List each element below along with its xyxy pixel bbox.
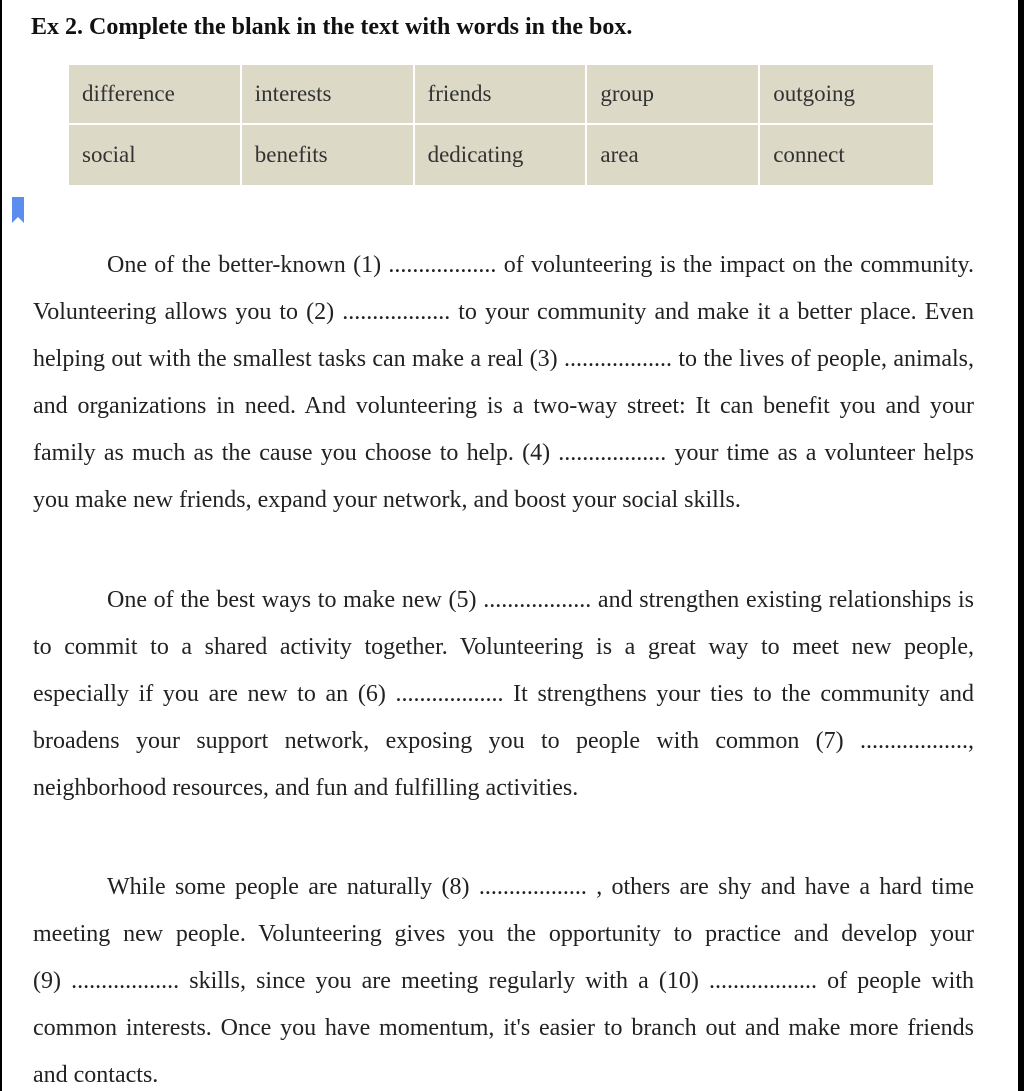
- text: , others are shy and have a hard time meeting new people. Volunteering gives you the opportunity to practice and develop your: [33, 874, 975, 947]
- word-box-cell: group: [587, 65, 760, 125]
- word-box-cell: outgoing: [760, 65, 933, 125]
- exercise-title: Ex 2. Complete the blank in the text with words in the box.: [31, 14, 633, 40]
- word-box-row: [69, 65, 933, 125]
- blank-2: (2) ..................: [306, 299, 451, 325]
- text: skills, since you are meeting regularly with a: [179, 968, 659, 994]
- text: One of the best ways to make new: [107, 587, 449, 613]
- text: It strengthens your ties to the community and broadens your support network, exposing you to people with common: [33, 681, 975, 754]
- document-page: [2, 0, 1018, 1091]
- word-box-cell: friends: [415, 65, 588, 125]
- word-box-cell: area: [587, 125, 760, 185]
- text: to the lives of people, animals, and organizations in need. And volunteering is a two-way street: It can benefit you and your family as much as the cause you choose to help.: [33, 346, 975, 466]
- paragraph-2: [33, 577, 974, 812]
- word-box-cell: social: [69, 125, 242, 185]
- text: and strengthen existing relationships is to commit to a shared activity together. Volunteering is a great way to meet new people, especially if you are new to an: [33, 587, 975, 707]
- blank-9: (9) ..................: [33, 968, 180, 994]
- word-box-row: [69, 125, 933, 185]
- word-box-cell: dedicating: [415, 125, 588, 185]
- blank-10: (10) ..................: [658, 968, 817, 994]
- blank-8: (8) ..................: [441, 874, 587, 900]
- text: your time as a volunteer helps you make new friends, expand your network, and boost your social skills.: [33, 440, 975, 513]
- word-box: [69, 65, 933, 185]
- text: of volunteering is the impact on the community. Volunteering allows you to: [33, 252, 975, 325]
- blank-1: (1) ..................: [353, 252, 497, 278]
- paragraph-1: [33, 242, 974, 524]
- word-box-cell: connect: [760, 125, 933, 185]
- blank-4: (4) ..................: [522, 440, 667, 466]
- word-box-cell: benefits: [242, 125, 415, 185]
- text: neighborhood resources, and fun and fulfilling activities.: [33, 775, 579, 801]
- paragraph-3: [33, 864, 974, 1091]
- text: While some people are naturally: [107, 874, 442, 900]
- word-box-cell: interests: [242, 65, 415, 125]
- bookmark-icon[interactable]: [12, 197, 24, 223]
- blank-6: (6) ..................: [357, 681, 504, 707]
- blank-7: (7) ..................,: [815, 728, 974, 754]
- word-box-cell: difference: [69, 65, 242, 125]
- blank-5: (5) ..................: [448, 587, 592, 613]
- text: One of the better-known: [107, 252, 354, 278]
- text: to your community and make it a better place. Even helping out with the smallest tasks can make a real: [33, 299, 975, 372]
- text: of people with common interests. Once you have momentum, it's easier to branch out and make more friends and contacts.: [33, 968, 975, 1088]
- blank-3: (3) ..................: [529, 346, 672, 372]
